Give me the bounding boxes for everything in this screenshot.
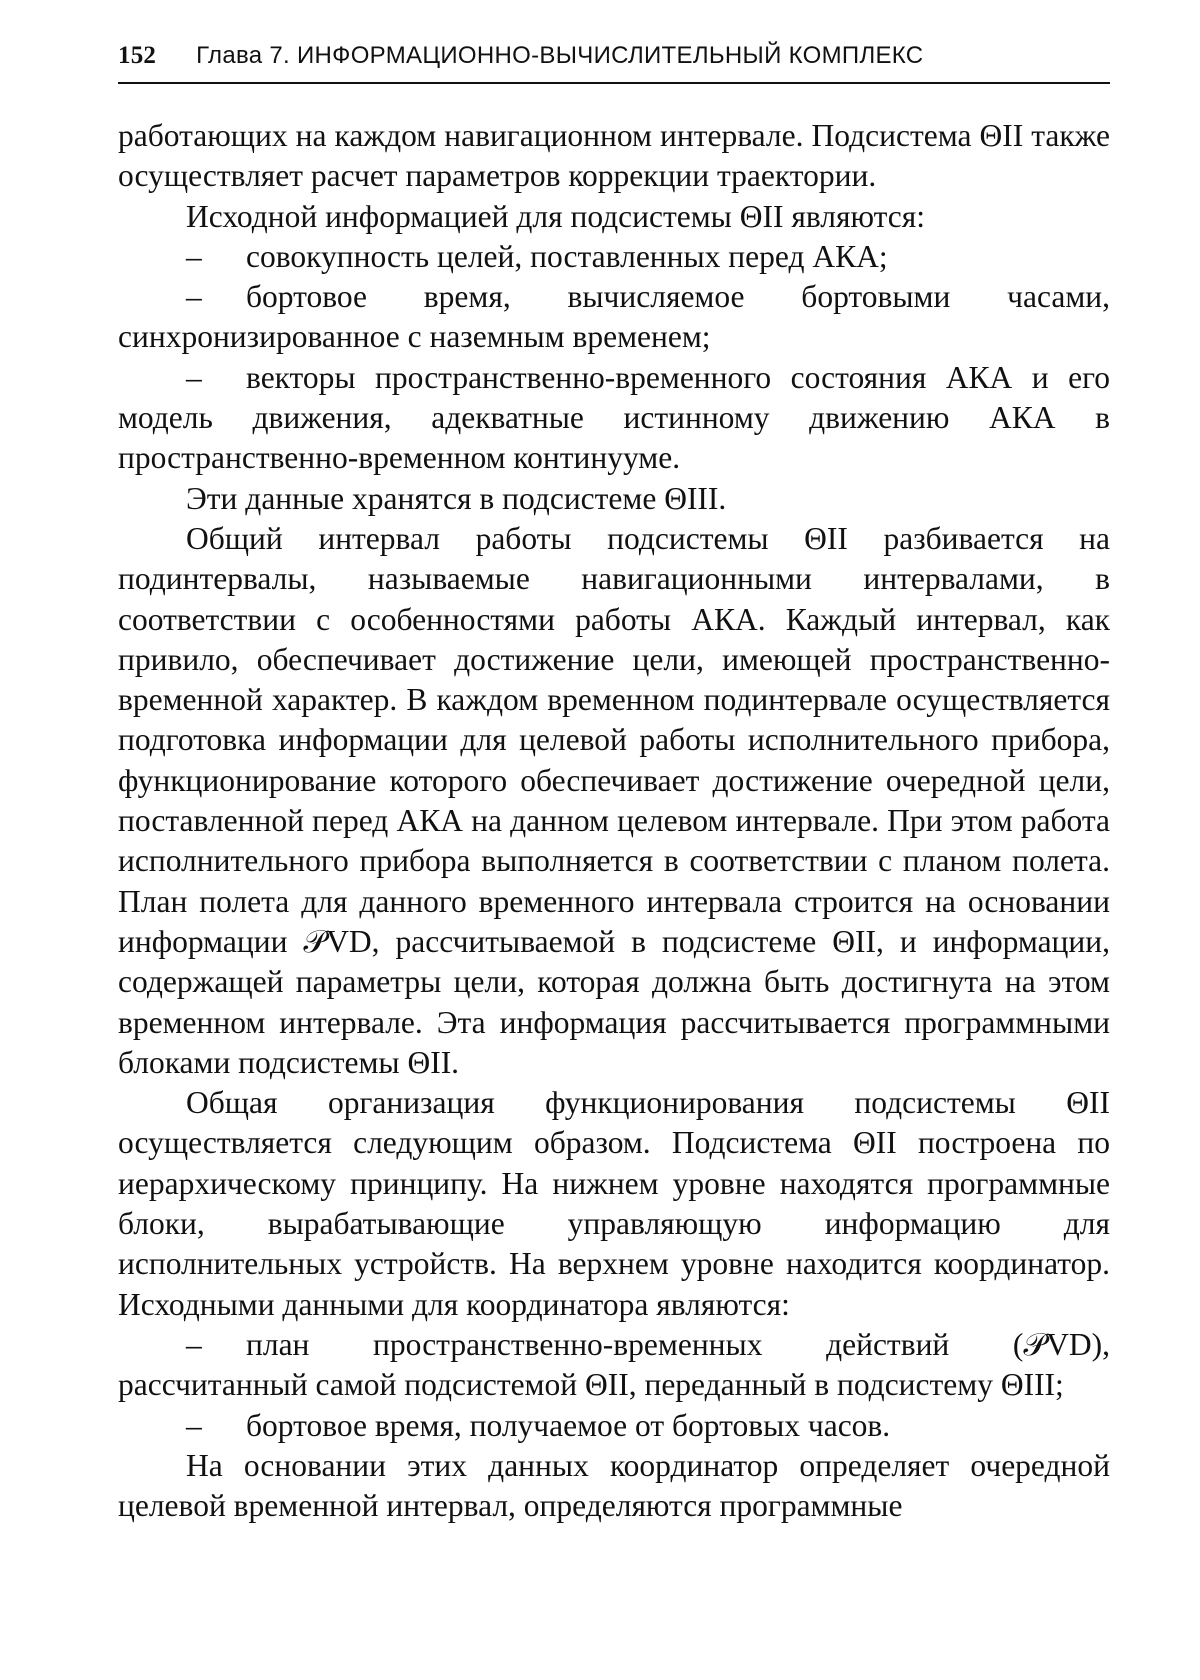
list-item: – векторы пространственно-временного состояния АКА и его модель движения, адекватные истинному движению АКА в пространственно-временном континууме. [118,358,1110,479]
page-number: 152 [118,40,156,72]
paragraph-continuation: работающих на каждом навигационном интервале. Подсистема ΘII также осуществляет расчет параметров коррекции траектории. [118,116,1110,197]
list-item: – совокупность целей, поставленных перед АКА; [118,237,1110,277]
running-head: Глава 7. ИНФОРМАЦИОННО-ВЫЧИСЛИТЕЛЬНЫЙ КОМПЛЕКС [196,40,923,72]
dash-marker: – [186,237,246,277]
list-item: – план пространственно-временных действий (𝒫VD), рассчитанный самой подсистемой ΘII, переданный в подсистему ΘIII; [118,1325,1110,1406]
body-text [118,116,1110,1526]
paragraph: Эти данные хранятся в подсистеме ΘIII. [118,479,1110,519]
paragraph: Исходной информацией для подсистемы ΘII являются: [118,197,1110,237]
dash-marker: – [186,277,246,317]
paragraph: На основании этих данных координатор определяет очередной целевой временной интервал, определяются программные [118,1446,1110,1527]
document-page [118,40,1110,1526]
list-item: – бортовое время, вычисляемое бортовыми часами, синхронизированное с наземным временем; [118,277,1110,358]
paragraph: Общий интервал работы подсистемы ΘII разбивается на подинтервалы, называемые навигационными интервалами, в соответствии с особенностями работы АКА. Каждый интервал, как привило, обеспечивает достижение цели, имеющей пространственно-временной характер. В каждом временном подинтервале осуществляется подготовка информации для целевой работы исполнительного прибора, функционирование которого обеспечивает достижение очередной цели, поставленной перед АКА на данном целевом интервале. При этом работа исполнительного прибора выполняется в соответствии с планом полета. План полета для данного временного интервала строится на основании информации 𝒫VD, рассчитываемой в подсистеме ΘII, и информации, содержащей параметры цели, которая должна быть достигнута на этом временном интервале. Эта информация рассчитывается программными блоками подсистемы ΘII. [118,519,1110,1083]
dash-marker: – [186,1325,246,1365]
page-header [118,40,1110,84]
list-item: – бортовое время, получаемое от бортовых часов. [118,1406,1110,1446]
paragraph: Общая организация функционирования подсистемы ΘII осуществляется следующим образом. Подсистема ΘII построена по иерархическому принципу. На нижнем уровне находятся программные блоки, вырабатывающие управляющую информацию для исполнительных устройств. На верхнем уровне находится координатор. Исходными данными для координатора являются: [118,1083,1110,1325]
dash-marker: – [186,1406,246,1446]
dash-marker: – [186,358,246,398]
